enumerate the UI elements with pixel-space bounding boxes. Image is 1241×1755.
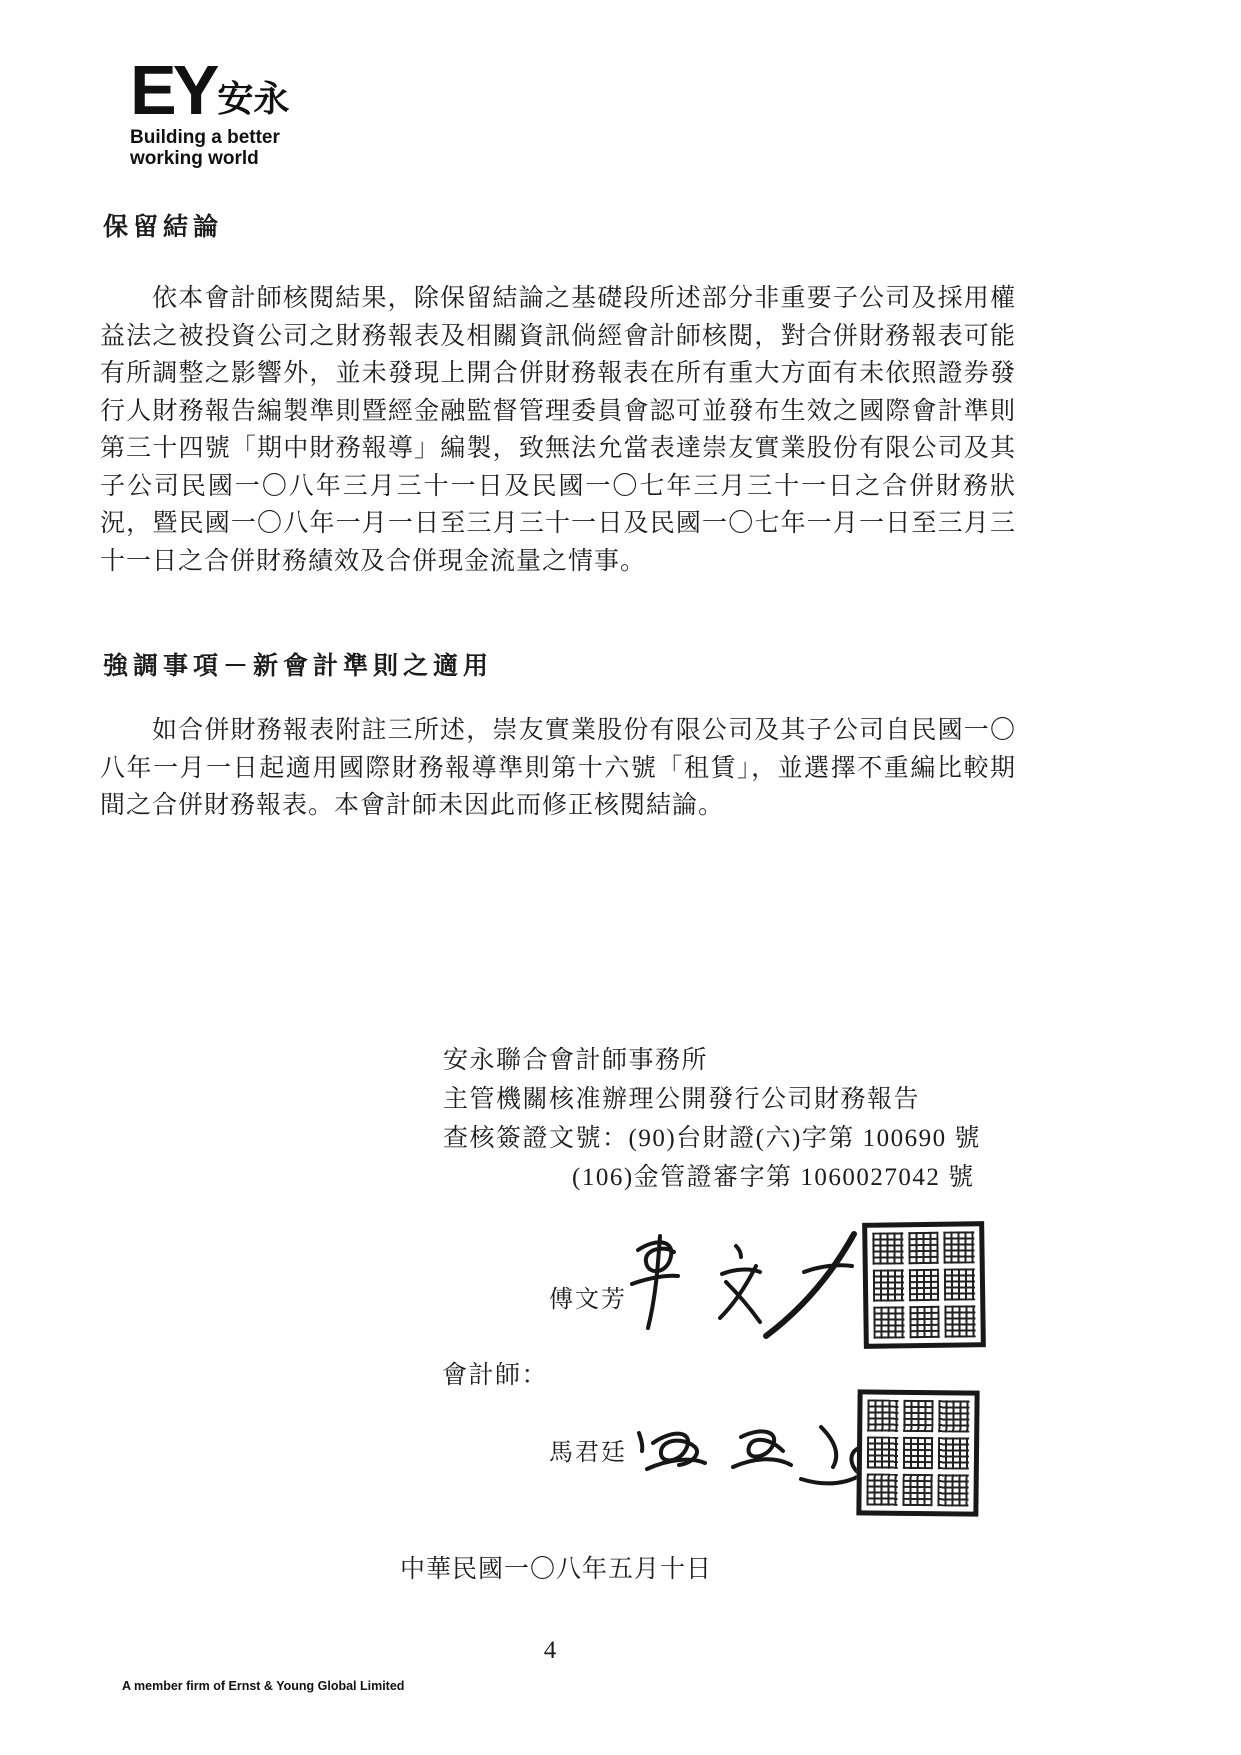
seal-pattern-cell xyxy=(867,1436,898,1468)
paragraph-qualified-conclusion: 依本會計師核閱結果，除保留結論之基礎段所述部分非重要子公司及採用權益法之被投資公司之財務報表及相關資訊倘經會計師核閱，對合併財務報表可能有所調整之影響外，並未發現上開合併財務報表在所有重大方面有未依照證券發行人財務報告編製準則暨經金融監督管理委員會認可並發布生效之國際會計準則第三十四號「期中財務報導」編製，致無法允當表達崇友實業股份有限公司及其子公司民國一〇八年三月三十一日及民國一〇七年三月三十一日之合併財務狀況，暨民國一〇八年一月一日至三月三十一日及民國一〇七年一月一日至三月三十一日之合併財務績效及合併現金流量之情事。 xyxy=(100,285,1016,575)
seal-pattern-cell xyxy=(872,1232,903,1264)
seal-pattern-cell xyxy=(902,1474,933,1506)
audit-doc-number-line1 xyxy=(443,1118,981,1154)
seal-pattern-cell xyxy=(939,1400,970,1432)
seal-pattern-cell xyxy=(902,1437,933,1469)
seal-pattern-cell xyxy=(909,1306,940,1338)
seal-pattern-cell xyxy=(903,1400,934,1432)
seal-pattern-cell xyxy=(908,1269,939,1301)
ey-wordmark: EY xyxy=(130,51,216,129)
report-date: 中華民國一〇八年五月十日 xyxy=(400,1556,713,1583)
seal-pattern-cell xyxy=(866,1473,897,1505)
ey-chinese-name: 安永 xyxy=(217,78,290,120)
accountant1-handwritten-signature xyxy=(608,1228,868,1343)
seal-pattern-cell xyxy=(908,1232,939,1264)
ey-tagline-line1: Building a better xyxy=(130,127,280,149)
firm-name: 安永聯合會計師事務所 xyxy=(443,1047,709,1074)
section-heading-qualified-conclusion: 保留結論 xyxy=(103,214,224,241)
member-firm-footer: A member firm of Ernst & Young Global Limited xyxy=(122,1679,405,1693)
seal-pattern-cell xyxy=(944,1231,975,1263)
paragraph-emphasis-of-matter: 如合併財務報表附註三所述，崇友實業股份有限公司及其子公司自民國一〇八年一月一日起適用國際財務報導準則第十六號「租賃」，並選擇不重編比較期間之合併財務報表。本會計師未因此而修正核閱結論。 xyxy=(100,717,1016,819)
seal-pattern-cell xyxy=(938,1437,969,1469)
accountant1-printed-name: 傅文芳 xyxy=(549,1287,627,1313)
page-number: 4 xyxy=(543,1637,557,1664)
seal-pattern-cell xyxy=(873,1306,904,1338)
accountant1-seal-stamp xyxy=(862,1221,986,1349)
regulator-approval-line: 主管機關核准辦理公開發行公司財務報告 xyxy=(443,1086,921,1113)
accountant2-seal-stamp xyxy=(856,1389,979,1516)
seal-pattern-cell xyxy=(945,1305,976,1337)
accountant-label: 會計師： xyxy=(442,1362,549,1389)
ey-logo xyxy=(130,51,290,170)
section-heading-emphasis-of-matter: 強調事項－新會計準則之適用 xyxy=(103,653,494,680)
accountant2-handwritten-signature xyxy=(625,1405,875,1510)
audit-doc-number-label: 查核簽證文號： xyxy=(443,1125,629,1152)
seal-pattern-cell xyxy=(938,1474,969,1506)
seal-pattern-cell xyxy=(867,1399,898,1431)
seal-pattern-cell xyxy=(873,1269,904,1301)
audit-doc-number-2: (106)金管證審字第 1060027042 號 xyxy=(572,1164,975,1191)
accountant2-printed-name: 馬君廷 xyxy=(549,1440,627,1466)
audit-doc-number-1: (90)台財證(六)字第 100690 號 xyxy=(628,1125,981,1152)
ey-tagline-line2: working world xyxy=(130,148,259,170)
seal-pattern-cell xyxy=(944,1268,975,1300)
